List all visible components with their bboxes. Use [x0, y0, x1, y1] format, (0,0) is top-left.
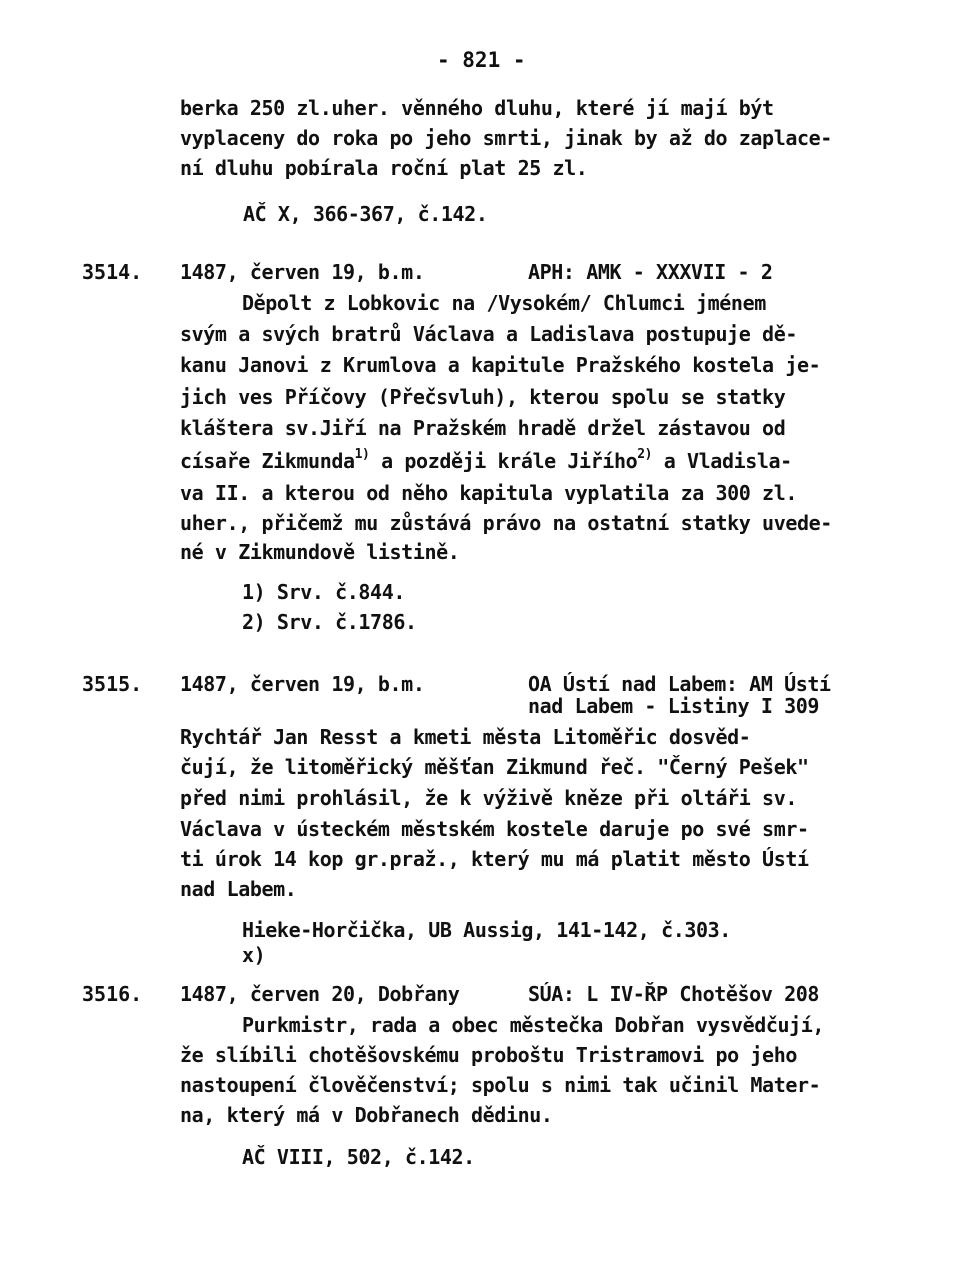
- entry-text-line: kanu Janovi z Krumlova a kapitule Pražského kostela je-: [180, 353, 821, 377]
- entry-archive: SÚA: L IV-ŘP Chotěšov 208: [528, 982, 820, 1006]
- entry-text-line: Rychtář Jan Resst a kmeti města Litoměřic dosvěd-: [180, 725, 751, 749]
- text-fragment: císaře Zikmunda: [180, 449, 355, 473]
- footnote-ref: 2): [637, 447, 653, 462]
- intro-line: berka 250 zl.uher. věnného dluhu, které jí mají být: [180, 96, 774, 120]
- entry-date: 1487, červen 19, b.m.: [180, 672, 425, 696]
- entry-text-line: ti úrok 14 kop gr.praž., který mu má platit město Ústí: [180, 847, 809, 871]
- footnote-ref: 1): [354, 447, 370, 462]
- entry-text-line: že slíbili chotěšovskému proboštu Tristramovi po jeho: [180, 1043, 797, 1067]
- entry-text-line: na, který má v Dobřanech dědinu.: [180, 1103, 553, 1127]
- entry-text-line: Václava v ústeckém městském kostele daruje po své smr-: [180, 817, 809, 841]
- entry-text-line: před nimi prohlásil, že k výživě kněze při oltáři sv.: [180, 786, 797, 810]
- entry-archive: APH: AMK - XXXVII - 2: [528, 260, 773, 284]
- intro-source: AČ X, 366-367, č.142.: [243, 202, 488, 226]
- entry-text-line: Purkmistr, rada a obec městečka Dobřan vysvědčují,: [242, 1013, 825, 1037]
- text-fragment: a později krále Jiřího: [369, 449, 638, 473]
- page-number: - 821 -: [437, 48, 526, 72]
- entry-source: AČ VIII, 502, č.142.: [242, 1145, 475, 1169]
- entry-text-line: né v Zikmundově listině.: [180, 540, 460, 564]
- entry-text-line: kláštera sv.Jiří na Pražském hradě držel zástavou od: [180, 416, 786, 440]
- entry-date: 1487, červen 20, Dobřany: [180, 982, 460, 1006]
- entry-text-line: [180, 449, 792, 473]
- footnote: 2) Srv. č.1786.: [242, 610, 417, 634]
- entry-date: 1487, červen 19, b.m.: [180, 260, 425, 284]
- text-fragment: a Vladisla-: [652, 449, 792, 473]
- entry-text-line: svým a svých bratrů Václava a Ladislava postupuje dě-: [180, 322, 797, 346]
- entry-mark: x): [242, 943, 266, 967]
- entry-text-line: nastoupení člověčenství; spolu s nimi tak učinil Mater-: [180, 1073, 821, 1097]
- entry-source: Hieke-Horčička, UB Aussig, 141-142, č.303.: [242, 918, 731, 942]
- intro-line: ní dluhu pobírala roční plat 25 zl.: [180, 156, 588, 180]
- entry-archive: OA Ústí nad Labem: AM Ústí: [528, 672, 831, 696]
- intro-line: vyplaceny do roka po jeho smrti, jinak by až do zaplace-: [180, 126, 832, 150]
- footnote: 1) Srv. č.844.: [242, 580, 405, 604]
- entry-text-line: jich ves Příčovy (Přečsvluh), kterou spolu se statky: [180, 385, 786, 409]
- entry-archive: nad Labem - Listiny I 309: [528, 694, 820, 718]
- entry-text-line: Děpolt z Lobkovic na /Vysokém/ Chlumci jménem: [242, 291, 766, 315]
- entry-number: 3515.: [82, 672, 143, 696]
- entry-text-line: uher., přičemž mu zůstává právo na ostatní statky uvede-: [180, 511, 832, 535]
- entry-text-line: va II. a kterou od něho kapitula vyplatila za 300 zl.: [180, 481, 797, 505]
- entry-number: 3514.: [82, 260, 143, 284]
- entry-number: 3516.: [82, 982, 143, 1006]
- entry-text-line: čují, že litoměřický měšťan Zikmund řeč. "Černý Pešek": [180, 755, 809, 779]
- entry-text-line: nad Labem.: [180, 877, 297, 901]
